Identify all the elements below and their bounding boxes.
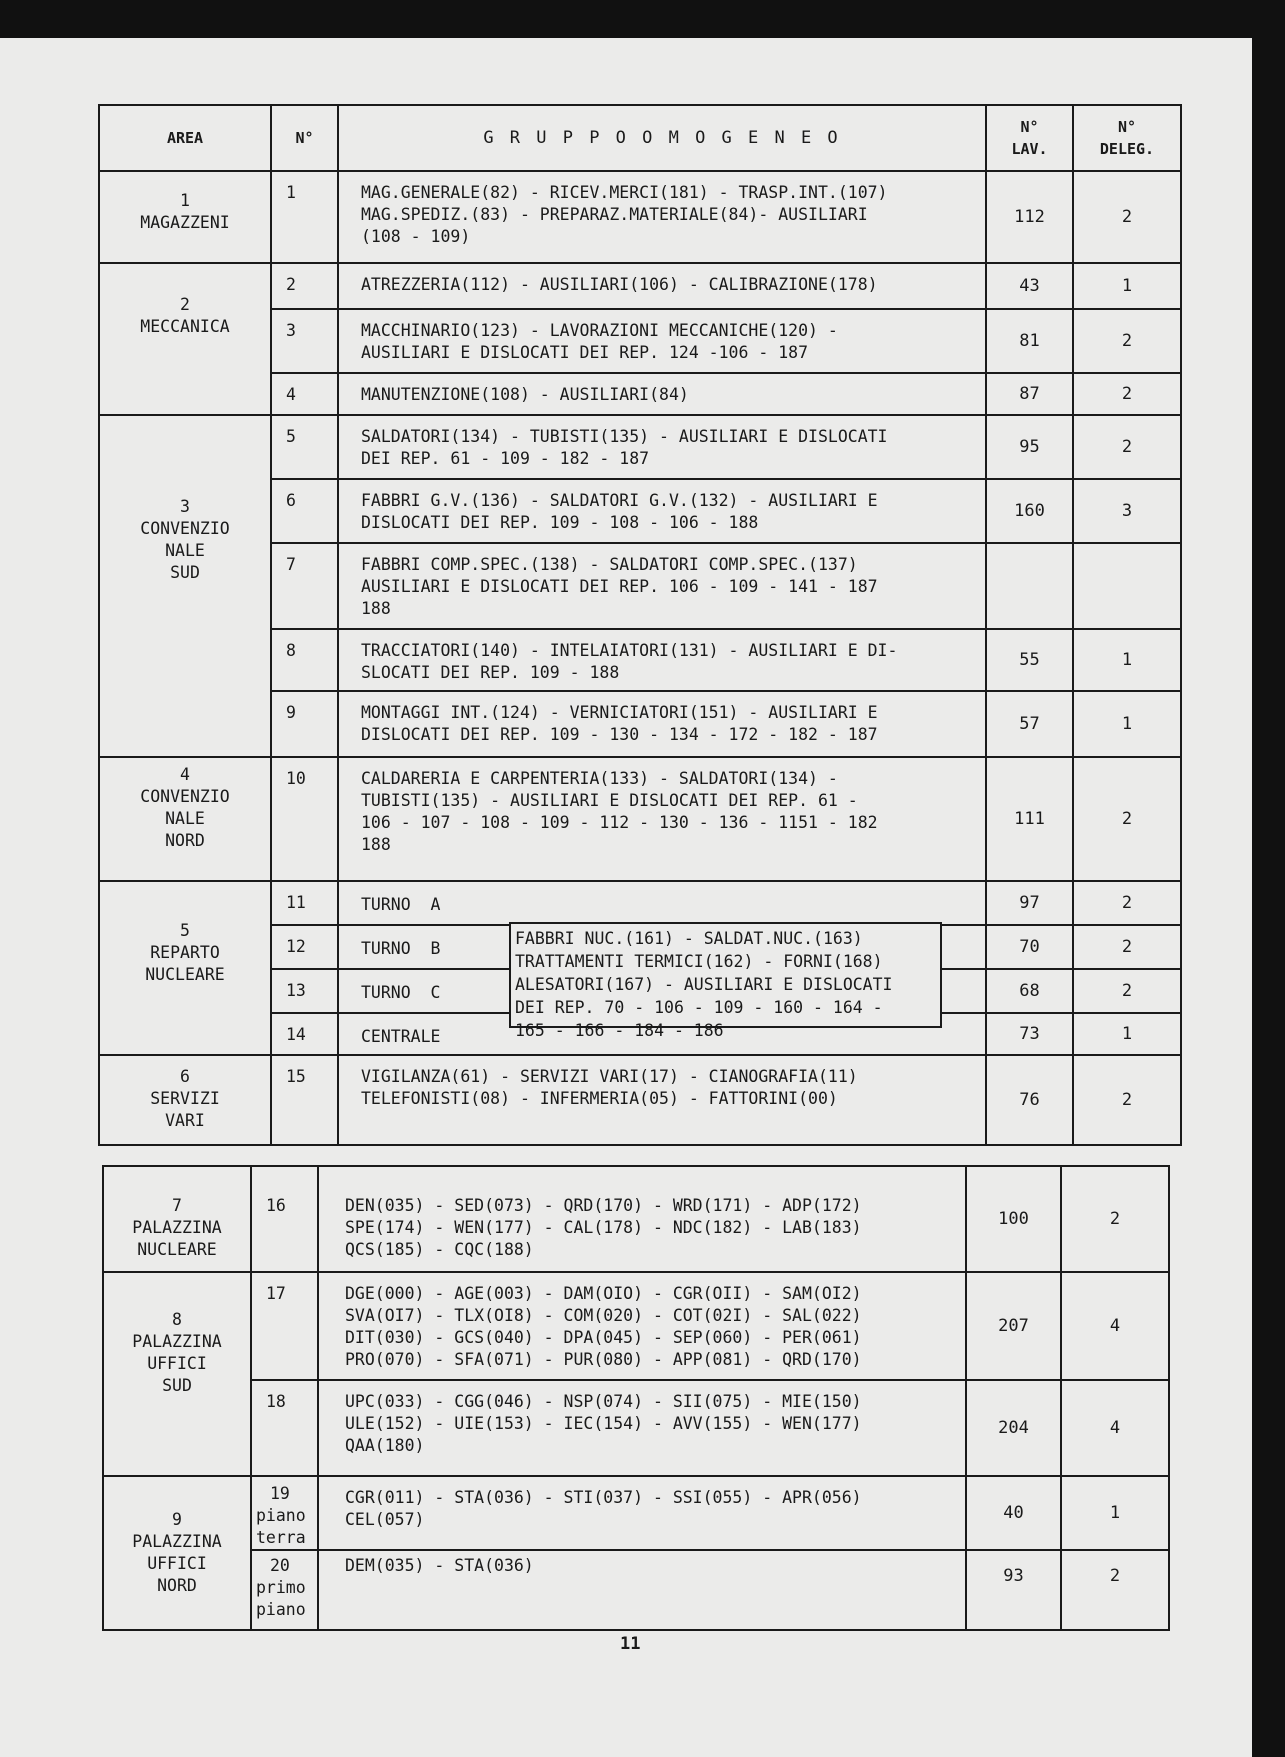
lav-count: 97 <box>986 881 1073 925</box>
header-deleg: N° DELEG. <box>1073 105 1181 171</box>
area-cell: 6 SERVIZI VARI <box>99 1055 271 1145</box>
group-description: VIGILANZA(61) - SERVIZI VARI(17) - CIANOGRAFIA(11) TELEFONISTI(08) - INFERMERIA(05) - FATTORINI(00) <box>338 1055 986 1145</box>
lav-count: 57 <box>986 691 1073 757</box>
lower-table <box>102 1165 1170 1631</box>
group-description: MANUTENZIONE(108) - AUSILIARI(84) <box>338 373 986 415</box>
area-cell: 7 PALAZZINA NUCLEARE <box>103 1166 251 1272</box>
group-description: DGE(000) - AGE(003) - DAM(OIO) - CGR(OII) - SAM(OI2) SVA(OI7) - TLX(OI8) - COM(020) - COT(02I) - SAL(022) DIT(030) - GCS(040) - DPA(045) - SEP(060) - PER(061) PRO(070) - SFA(071) - PUR(080) - APP(081) - QRD(170) <box>318 1272 966 1380</box>
group-number: 3 <box>271 309 338 373</box>
group-description: MONTAGGI INT.(124) - VERNICIATORI(151) - AUSILIARI E DISLOCATI DEI REP. 109 - 130 - 134 - 172 - 182 - 187 <box>338 691 986 757</box>
group-number: 11 <box>271 881 338 925</box>
header-area: AREA <box>99 105 271 171</box>
page-number: 11 <box>620 1634 641 1654</box>
group-description: MACCHINARIO(123) - LAVORAZIONI MECCANICHE(120) - AUSILIARI E DISLOCATI DEI REP. 124 -106 - 187 <box>338 309 986 373</box>
lav-count: 87 <box>986 373 1073 415</box>
nuclear-groups-box: FABBRI NUC.(161) - SALDAT.NUC.(163) TRATTAMENTI TERMICI(162) - FORNI(168) ALESATORI(167) - AUSILIARI E DISLOCATI DEI REP. 70 - 106 - 109 - 160 - 164 - 165 - 166 - 184 - 186 <box>509 922 942 1028</box>
lav-count: 81 <box>986 309 1073 373</box>
lav-count: 160 <box>986 479 1073 543</box>
deleg-count: 1 <box>1061 1476 1169 1550</box>
deleg-count: 3 <box>1073 479 1181 543</box>
group-description: SALDATORI(134) - TUBISTI(135) - AUSILIARI E DISLOCATI DEI REP. 61 - 109 - 182 - 187 <box>338 415 986 479</box>
deleg-count: 2 <box>1073 925 1181 969</box>
lav-count: 93 <box>966 1550 1061 1630</box>
turno-label: TURNO B <box>338 925 986 969</box>
table-row <box>99 171 1181 263</box>
lav-count: 100 <box>966 1166 1061 1272</box>
group-number: 19 piano terra <box>251 1476 318 1550</box>
deleg-count: 2 <box>1073 373 1181 415</box>
deleg-count: 2 <box>1061 1550 1169 1630</box>
table-row <box>99 415 1181 479</box>
table-row <box>99 1055 1181 1145</box>
group-description: FABBRI COMP.SPEC.(138) - SALDATORI COMP.SPEC.(137) AUSILIARI E DISLOCATI DEI REP. 106 - 109 - 141 - 187 188 <box>338 543 986 629</box>
area-cell: 8 PALAZZINA UFFICI SUD <box>103 1272 251 1476</box>
lav-count: 207 <box>966 1272 1061 1380</box>
header-gruppo: G R U P P O O M O G E N E O <box>338 105 986 171</box>
group-description: DEN(035) - SED(073) - QRD(170) - WRD(171) - ADP(172) SPE(174) - WEN(177) - CAL(178) - NDC(182) - LAB(183) QCS(185) - CQC(188) <box>318 1166 966 1272</box>
turno-label: CENTRALE <box>338 1013 986 1055</box>
deleg-count: 1 <box>1073 691 1181 757</box>
group-number: 17 <box>251 1272 318 1380</box>
group-number: 4 <box>271 373 338 415</box>
group-description: FABBRI G.V.(136) - SALDATORI G.V.(132) - AUSILIARI E DISLOCATI DEI REP. 109 - 108 - 106 - 188 <box>338 479 986 543</box>
table-row <box>103 1166 1169 1272</box>
deleg-count: 1 <box>1073 1013 1181 1055</box>
area-cell: 1 MAGAZZENI <box>99 171 271 263</box>
deleg-count: 1 <box>1073 629 1181 691</box>
group-description: TRACCIATORI(140) - INTELAIATORI(131) - AUSILIARI E DI- SLOCATI DEI REP. 109 - 188 <box>338 629 986 691</box>
table-row <box>103 1476 1169 1550</box>
deleg-count: 4 <box>1061 1380 1169 1476</box>
deleg-count: 2 <box>1073 881 1181 925</box>
area-cell: 9 PALAZZINA UFFICI NORD <box>103 1476 251 1630</box>
table-row <box>99 757 1181 881</box>
deleg-count: 1 <box>1073 263 1181 309</box>
deleg-count: 2 <box>1073 757 1181 881</box>
lav-count: 43 <box>986 263 1073 309</box>
header-row <box>99 105 1181 171</box>
group-description: MAG.GENERALE(82) - RICEV.MERCI(181) - TRASP.INT.(107) MAG.SPEDIZ.(83) - PREPARAZ.MATERIALE(84)- AUSILIARI (108 - 109) <box>338 171 986 263</box>
group-number: 10 <box>271 757 338 881</box>
lav-count: 40 <box>966 1476 1061 1550</box>
lav-count: 76 <box>986 1055 1073 1145</box>
group-number: 13 <box>271 969 338 1013</box>
lav-count: 73 <box>986 1013 1073 1055</box>
header-n: N° <box>271 105 338 171</box>
group-number: 8 <box>271 629 338 691</box>
lav-count: 68 <box>986 969 1073 1013</box>
group-number: 18 <box>251 1380 318 1476</box>
area-cell: 4 CONVENZIO NALE NORD <box>99 757 271 881</box>
lav-count: 55 <box>986 629 1073 691</box>
group-description: DEM(035) - STA(036) <box>318 1550 966 1630</box>
deleg-count: 2 <box>1073 969 1181 1013</box>
lav-count: 95 <box>986 415 1073 479</box>
area-cell: 5 REPARTO NUCLEARE <box>99 881 271 1055</box>
turno-label: TURNO A <box>338 881 986 925</box>
group-description: ATREZZERIA(112) - AUSILIARI(106) - CALIBRAZIONE(178) <box>338 263 986 309</box>
turno-label: TURNO C <box>338 969 986 1013</box>
lav-count: 70 <box>986 925 1073 969</box>
deleg-count: 4 <box>1061 1272 1169 1380</box>
area-cell: 3 CONVENZIO NALE SUD <box>99 415 271 757</box>
group-number: 14 <box>271 1013 338 1055</box>
deleg-count: 2 <box>1073 415 1181 479</box>
group-description: CGR(011) - STA(036) - STI(037) - SSI(055) - APR(056) CEL(057) <box>318 1476 966 1550</box>
lav-count: 111 <box>986 757 1073 881</box>
table-row <box>99 881 1181 925</box>
lav-count: 112 <box>986 171 1073 263</box>
group-number: 2 <box>271 263 338 309</box>
lav-count <box>986 543 1073 629</box>
group-number: 20 primo piano <box>251 1550 318 1630</box>
lav-count: 204 <box>966 1380 1061 1476</box>
table-row <box>103 1272 1169 1380</box>
group-description: UPC(033) - CGG(046) - NSP(074) - SII(075) - MIE(150) ULE(152) - UIE(153) - IEC(154) - AVV(155) - WEN(177) QAA(180) <box>318 1380 966 1476</box>
header-lav: N° LAV. <box>986 105 1073 171</box>
table-row <box>103 1380 1169 1476</box>
table-row <box>103 1550 1169 1630</box>
group-number: 16 <box>251 1166 318 1272</box>
group-number: 7 <box>271 543 338 629</box>
group-number: 5 <box>271 415 338 479</box>
deleg-count: 2 <box>1061 1166 1169 1272</box>
group-description: CALDARERIA E CARPENTERIA(133) - SALDATORI(134) - TUBISTI(135) - AUSILIARI E DISLOCATI DEI REP. 61 - 106 - 107 - 108 - 109 - 112 - 130 - 136 - 1151 - 182 188 <box>338 757 986 881</box>
group-number: 9 <box>271 691 338 757</box>
deleg-count: 2 <box>1073 309 1181 373</box>
group-number: 15 <box>271 1055 338 1145</box>
table-row <box>99 263 1181 309</box>
deleg-count: 2 <box>1073 1055 1181 1145</box>
area-cell: 2 MECCANICA <box>99 263 271 415</box>
group-number: 1 <box>271 171 338 263</box>
deleg-count: 2 <box>1073 171 1181 263</box>
deleg-count <box>1073 543 1181 629</box>
group-number: 6 <box>271 479 338 543</box>
group-number: 12 <box>271 925 338 969</box>
